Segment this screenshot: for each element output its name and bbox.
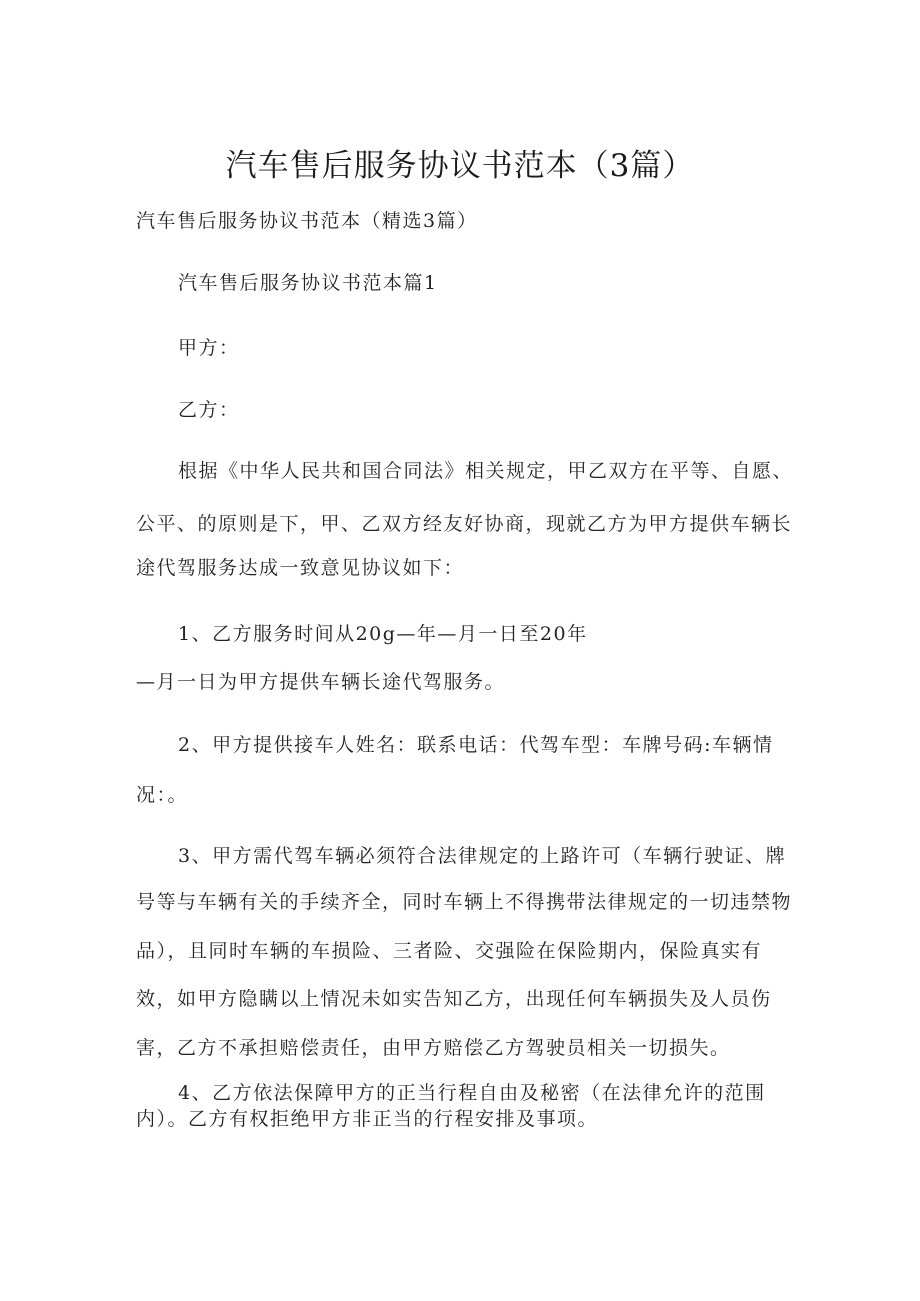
paragraph-line: 公平、的原则是下，甲、乙双方经友好协商，现就乙方为甲方提供车辆长: [136, 513, 793, 535]
paragraph-line: 效，如甲方隐瞒以上情况未如实告知乙方，出现任何车辆损失及人员伤: [136, 988, 772, 1010]
paragraph-line: 况：。: [136, 784, 189, 806]
paragraph-line: 4、乙方依法保障甲方的正当行程自由及秘密（在法律允许的范围: [178, 1082, 766, 1104]
section-heading: 汽车售后服务协议书范本篇1: [178, 272, 438, 294]
party-b-label: 乙方：: [178, 399, 240, 421]
paragraph-line: —月一日为甲方提供车辆长途代驾服务。: [136, 671, 506, 693]
paragraph-line: 根据《中华人民共和国合同法》相关规定，甲乙双方在平等、自愿、: [178, 460, 794, 482]
document-title: 汽车售后服务协议书范本（3篇）: [225, 148, 695, 184]
paragraph-line: 害，乙方不承担赔偿责任，由甲方赔偿乙方驾驶员相关一切损失。: [136, 1037, 731, 1059]
paragraph-line: 3、甲方需代驾车辆必须符合法律规定的上路许可（车辆行驶证、牌: [178, 845, 787, 867]
paragraph-line: 1、乙方服务时间从20g—年—月一日至20年: [178, 623, 588, 645]
paragraph-line: 内）。乙方有权拒绝甲方非正当的行程安排及事项。: [136, 1108, 599, 1130]
paragraph-line: 途代驾服务达成一致意见协议如下：: [136, 557, 465, 579]
paragraph-line: 2、甲方提供接车人姓名：联系电话：代驾车型：车牌号码:车辆情: [178, 734, 774, 756]
party-a-label: 甲方：: [178, 337, 240, 359]
document-subtitle: 汽车售后服务协议书范本（精选3篇）: [136, 210, 478, 232]
paragraph-line: 号等与车辆有关的手续齐全，同时车辆上不得携带法律规定的一切违禁物: [136, 891, 793, 913]
paragraph-line: 品），且同时车辆的车损险、三者险、交强险在保险期内，保险真实有: [136, 940, 763, 962]
